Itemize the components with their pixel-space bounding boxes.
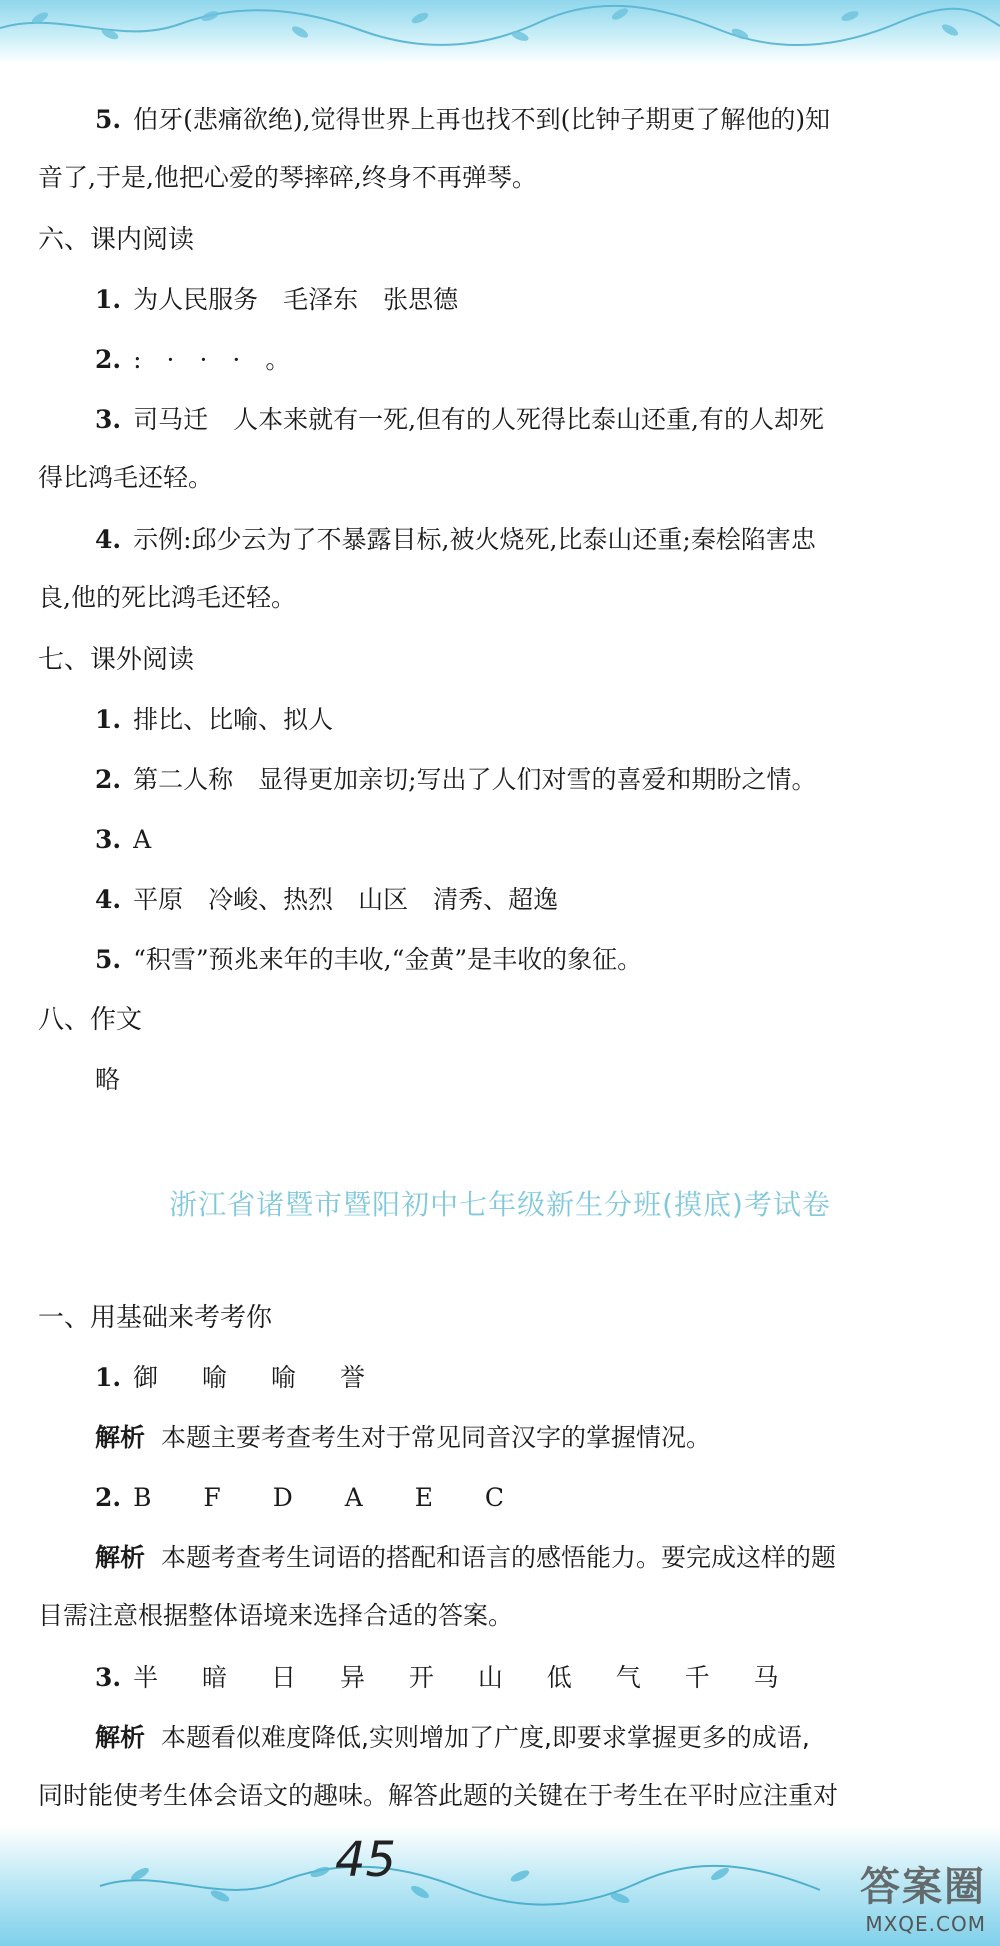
exam-title: 浙江省诸暨市暨阳初中七年级新生分班(摸底)考试卷	[169, 1188, 831, 1221]
s7-answer-5: 5. “积雪”预兆来年的丰收,“金黄”是丰收的象征。	[95, 945, 643, 974]
s6-answer-3-line2: 得比鸿毛还轻。	[38, 463, 214, 492]
b-explanation-2-line2: 目需注意根据整体语境来选择合适的答案。	[38, 1601, 514, 1630]
b-answer-2: 2. B F D A E C	[95, 1483, 527, 1512]
watermark-url: MXQE.COM	[865, 1912, 986, 1936]
b-explanation-3-line2: 同时能使考生体会语文的趣味。解答此题的关键在于考生在平时应注重对	[38, 1781, 839, 1810]
vine-pattern-top	[0, 0, 1000, 64]
section-heading-8: 八、作文	[38, 1005, 143, 1035]
answer-5-line2: 音了,于是,他把心爱的琴摔碎,终身不再弹琴。	[38, 163, 537, 192]
s7-answer-4: 4. 平原 冷峻、热烈 山区 清秀、超逸	[95, 885, 559, 914]
section-heading-1: 一、用基础来考考你	[38, 1303, 273, 1333]
b-answer-3: 3. 半 暗 日 异 开 山 低 气 千 马	[95, 1663, 797, 1692]
watermark-logo-text: 答案圈	[860, 1864, 986, 1910]
top-decorative-band	[0, 0, 1000, 64]
watermark	[796, 1855, 986, 1936]
page-number: 45	[335, 1832, 397, 1888]
s6-answer-3-line1: 3. 司马迁 人本来就有一死,但有的人死得比泰山还重,有的人却死	[95, 405, 825, 434]
s6-answer-1: 1. 为人民服务 毛泽东 张思德	[95, 285, 459, 314]
s7-answer-2: 2. 第二人称 显得更加亲切;写出了人们对雪的喜爱和期盼之情。	[95, 765, 817, 794]
b-answer-1: 1. 御 喻 喻 誉	[95, 1363, 383, 1392]
answer-5-line1: 5. 伯牙(悲痛欲绝),觉得世界上再也找不到(比钟子期更了解他的)知	[95, 105, 831, 134]
s6-answer-4-line1: 4. 示例:邱少云为了不暴露目标,被火烧死,比泰山还重;秦桧陷害忠	[95, 525, 816, 554]
s6-answer-4-line2: 良,他的死比鸿毛还轻。	[38, 583, 296, 612]
b-explanation-3-line1: 解析 本题看似难度降低,实则增加了广度,即要求掌握更多的成语,	[95, 1723, 810, 1752]
s7-answer-3: 3. A	[95, 825, 152, 854]
s8-answer: 略	[95, 1065, 121, 1094]
s6-answer-2: 2. : · · · 。	[95, 345, 291, 374]
b-explanation-1: 解析 本题主要考查考生对于常见同音汉字的掌握情况。	[95, 1423, 712, 1452]
section-heading-7: 七、课外阅读	[38, 645, 195, 675]
s7-answer-1: 1. 排比、比喻、拟人	[95, 705, 334, 734]
b-explanation-2-line1: 解析 本题考查考生词语的搭配和语言的感悟能力。要完成这样的题	[95, 1543, 837, 1572]
section-heading-6: 六、课内阅读	[38, 225, 195, 255]
